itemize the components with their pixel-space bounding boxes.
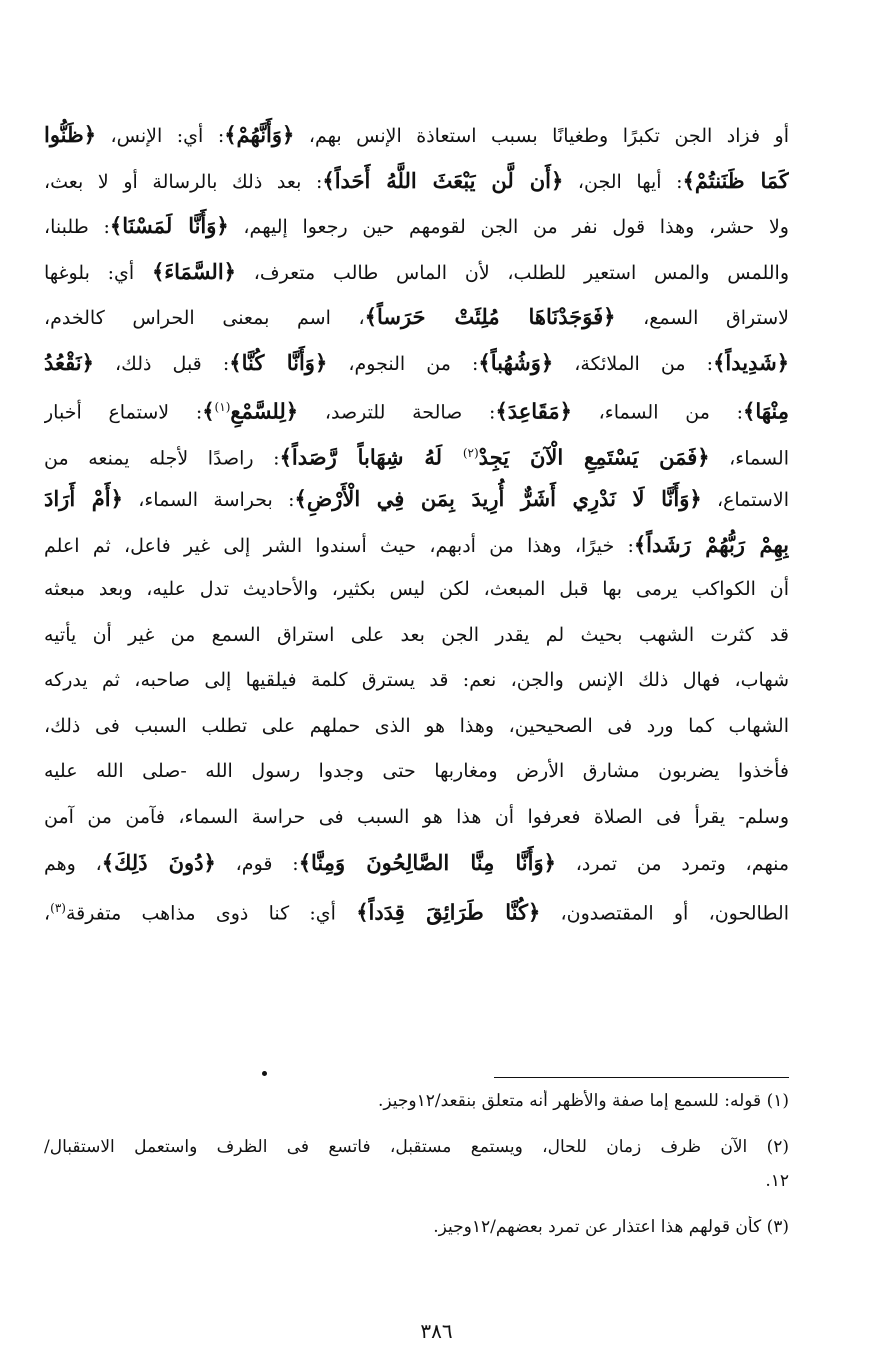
quran-verse: ﴿ظَنُّوا — [44, 122, 97, 147]
footnote-3: (٣) كأن قولهم هذا اعتذار عن تمرد بعضهم/١٢وجيز. — [433, 1217, 789, 1237]
quran-verse: ﴿وَشُهُباً﴾ — [478, 349, 554, 375]
commentary-text: : بعد ذلك بالرسالة أو لا بعث، — [44, 170, 323, 193]
commentary-text: : بحراسة السماء، — [122, 489, 295, 511]
text-line — [44, 431, 789, 477]
commentary-text: منهم، وتمرد من تمرد، — [555, 853, 789, 875]
text-line — [44, 749, 789, 795]
footnote-2-continuation: ١٢. — [765, 1171, 789, 1191]
quran-verse: ﴿وَأَنَّا لَمَسْنَا﴾ — [109, 213, 229, 238]
commentary-text: شهاب، فهال ذلك الإنس والجن، نعم: قد يسترق كلمة فيلقيها إلى صاحبه، ثم يدركه — [44, 669, 789, 691]
footnote-1: (١) قوله: للسمع إما صفة والأظهر أنه متعلق بنقعد/١٢وجيز. — [378, 1091, 789, 1111]
text-line — [44, 203, 789, 249]
commentary-text: ، وهم — [44, 853, 102, 875]
footnote-marker: (٢) — [462, 445, 479, 460]
commentary-text: السماء، — [709, 446, 789, 469]
text-line — [44, 476, 789, 522]
ink-dot — [262, 1071, 267, 1076]
commentary-text: : قبل ذلك، — [93, 352, 230, 375]
quran-verse: ﴿لِلسَّمْعِ — [230, 398, 299, 424]
commentary-text: : من النجوم، — [327, 352, 479, 375]
footnote-marker: (٣) — [50, 900, 66, 915]
quran-verse: ﴿نَقْعُدُ — [44, 349, 94, 375]
quran-verse: ﴿أَن لَّن يَبْعَثَ اللَّهُ أَحَداً﴾ — [322, 167, 564, 193]
footnote-marker: (١) — [214, 400, 231, 414]
quran-verse: كَمَا ظَنَنتُمْ﴾ — [682, 167, 789, 193]
text-line — [44, 840, 789, 886]
text-line — [44, 795, 789, 841]
text-line — [44, 294, 789, 340]
commentary-text: : خيرًا، وهذا من أدبهم، حيث أسندوا الشر إلى غير فاعل، ثم اعلم — [44, 534, 634, 557]
commentary-text: أي: بلوغها — [44, 261, 152, 284]
quran-verse: ﴿شَدِيداً﴾ — [713, 349, 789, 375]
quran-verse: مِنْهَا﴾ — [743, 398, 789, 424]
text-line — [44, 886, 789, 932]
commentary-text: : من السماء، — [571, 401, 744, 424]
text-line — [44, 522, 789, 568]
quran-verse: ﴿أَمْ أَرَادَ — [44, 486, 123, 511]
commentary-text: الطالحون، أو المقتصدون، — [540, 901, 789, 924]
footnotes — [44, 1090, 789, 1262]
commentary-text: وسلم- يقرأ فى الصلاة فعرفوا أن هذا هو السبب فى حراسة السماء، فآمن من آمن — [44, 805, 789, 828]
commentary-text: : صالحة للترصد، — [298, 401, 496, 424]
commentary-text: : لاستماع أخبار — [44, 401, 203, 424]
commentary-text: : قوم، — [215, 853, 299, 875]
commentary-text: أن الكواكب يرمى بها قبل المبعث، لكن ليس بكثير، والأحاديث تدل عليه، وبعد مبعثه — [44, 578, 789, 600]
quran-verse: لَهُ شِهَاباً رَّصَداً﴾ — [279, 443, 463, 469]
quran-verse: ﴿مَقَاعِدَ﴾ — [495, 398, 572, 424]
quran-verse: ﴿وَأَنَّا لَا نَدْرِي أَشَرٌّ أُرِيدَ بِمَن فِي الْأَرْضِ﴾ — [294, 486, 702, 511]
commentary-text: فأخذوا يضربون مشارق الأرض ومغاربها حتى وجدوا رسول الله -صلى الله عليه — [44, 760, 789, 782]
commentary-text: : أي: الإنس، — [96, 125, 225, 147]
quran-verse: ﴿كُنَّا طَرَائِقَ قِدَداً﴾ — [356, 898, 541, 924]
quran-verse: ﴿وَأَنَّا كُنَّا﴾ — [229, 349, 328, 375]
quran-verse: ﴿فَمَن يَسْتَمِعِ الْآنَ يَجِدْ — [478, 443, 710, 469]
text-line — [44, 704, 789, 750]
commentary-text: واللمس والمس استعير للطلب، لأن الماس طالب متعرف، — [235, 261, 789, 284]
commentary-text: الاستماع، — [701, 489, 789, 511]
quran-verse: ﴿وَأَنَّا مِنَّا الصَّالِحُونَ وَمِنَّا﴾ — [298, 850, 556, 875]
quran-verse: ﴾ — [202, 398, 215, 424]
text-line — [44, 158, 789, 204]
commentary-text: أو فزاد الجن تكبرًا وطغيانًا بسبب استعاذة الإنس بهم، — [294, 125, 789, 147]
commentary-text: : أيها الجن، — [563, 170, 683, 193]
commentary-text: أي: كنا ذوى مذاهب متفرقة — [65, 901, 357, 924]
body-text — [44, 112, 789, 931]
commentary-text: : راصدًا لأجله يمنعه من — [44, 446, 280, 469]
footnote-2: (٢) الآن ظرف زمان للحال، ويستمع مستقبل، فاتسع فى الظرف واستعمل الاستقبال/ — [44, 1137, 789, 1157]
text-line — [44, 567, 789, 613]
text-line — [44, 112, 789, 158]
commentary-text: لاستراق السمع، — [615, 307, 789, 329]
quran-verse: ﴿فَوَجَدْنَاهَا مُلِئَتْ حَرَساً﴾ — [364, 304, 616, 329]
text-line — [44, 340, 789, 386]
commentary-text: الشهاب كما ورد فى الصحيحين، وهذا هو الذى حملهم على تطلب السبب فى ذلك، — [44, 714, 789, 737]
text-line — [44, 658, 789, 704]
footnote-separator — [494, 1077, 789, 1078]
text-line — [44, 613, 789, 659]
quran-verse: ﴿دُونَ ذَلِكَ﴾ — [101, 850, 216, 875]
commentary-text: ، اسم بمعنى الحراس كالخدم، — [44, 307, 365, 329]
commentary-text: : من الملائكة، — [553, 352, 714, 375]
commentary-text: ، — [44, 901, 51, 924]
quran-verse: ﴿وَأَنَّهُمْ﴾ — [224, 122, 295, 147]
page-number: ٣٨٦ — [420, 1319, 453, 1343]
text-line — [44, 385, 789, 431]
commentary-text: قد كثرت الشهب بحيث لم يقدر الجن بعد على استراق السمع من غير أن يأتيه — [44, 623, 789, 646]
quran-verse: ﴿السَّمَاءَ﴾ — [151, 258, 236, 284]
quran-verse: بِهِمْ رَبُّهُمْ رَشَداً﴾ — [633, 531, 789, 557]
text-line — [44, 249, 789, 295]
commentary-text: ولا حشر، وهذا قول نفر من الجن لقومهم حين رجعوا إليهم، — [228, 216, 789, 238]
commentary-text: : طلبنا، — [44, 216, 110, 238]
